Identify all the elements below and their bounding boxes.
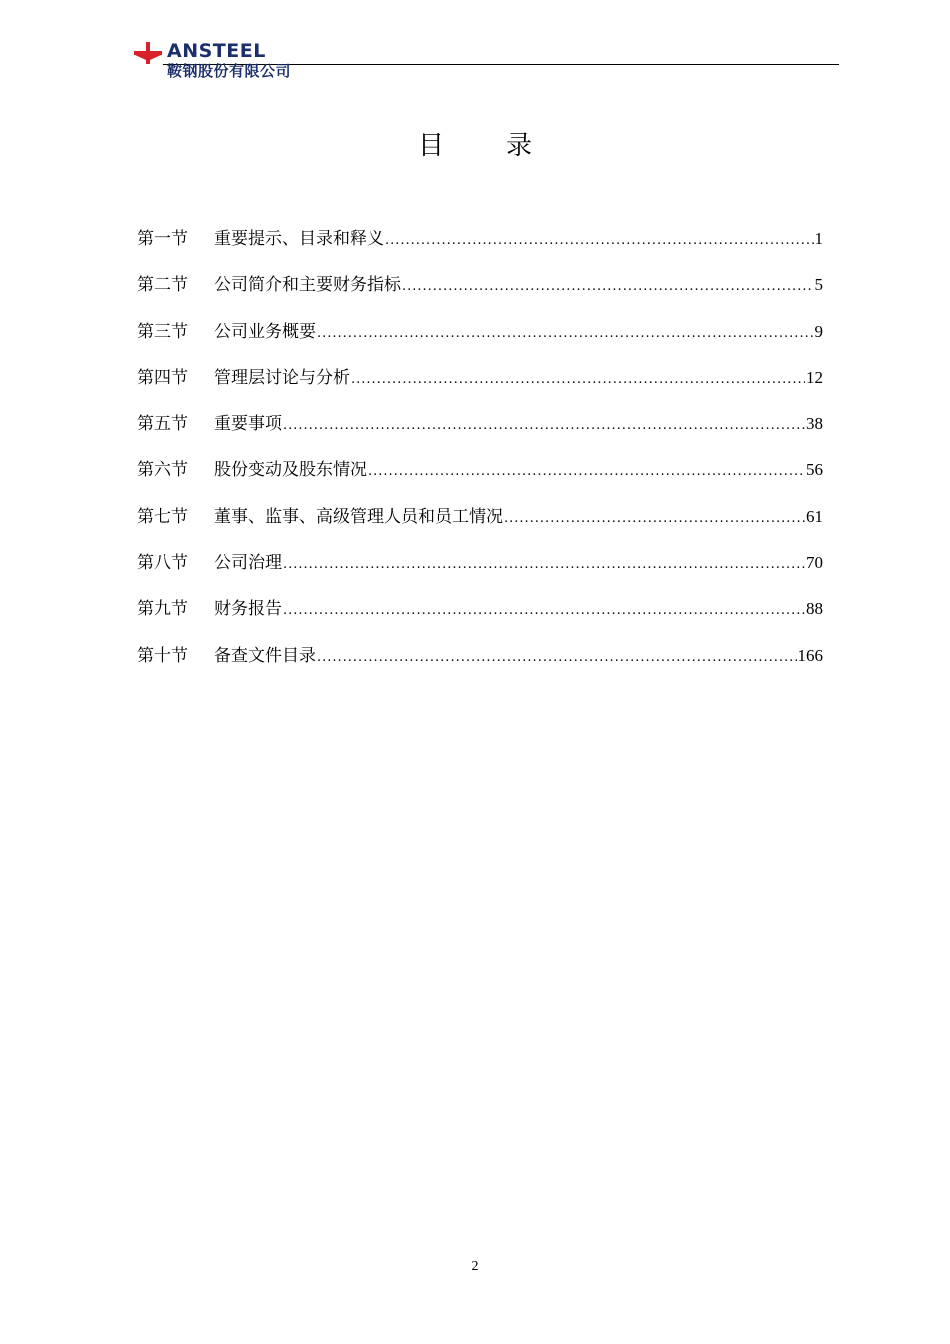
page-number: 2 [471, 1259, 479, 1274]
toc-page-number: 70 [806, 553, 823, 573]
toc-entry[interactable] [137, 410, 823, 456]
toc-dot-leader [317, 320, 814, 348]
toc-page-number: 61 [806, 506, 823, 526]
toc-entry[interactable] [137, 549, 823, 595]
ansteel-logo-icon [133, 42, 163, 64]
toc-dot-leader [385, 227, 814, 255]
toc-section-title: 备查文件目录 [214, 645, 316, 666]
toc-dot-leader [283, 597, 805, 625]
page-header [0, 0, 950, 90]
toc-title-char-2: 录 [506, 131, 533, 161]
toc-section-title: 公司业务概要 [214, 321, 316, 342]
toc-section-number: 第九节 [137, 599, 188, 620]
toc-dot-leader [283, 412, 805, 440]
toc-section-title: 公司简介和主要财务指标 [214, 275, 401, 296]
toc-dot-leader [283, 551, 805, 579]
toc-section-title: 财务报告 [214, 599, 282, 620]
toc-section-number: 第二节 [137, 275, 188, 296]
toc-page-number: 88 [806, 599, 823, 619]
toc-section-number: 第十节 [137, 645, 188, 666]
toc-section-number: 第八节 [137, 553, 188, 574]
toc-section-title: 董事、监事、高级管理人员和员工情况 [214, 506, 503, 527]
toc-section-title: 重要事项 [214, 414, 282, 435]
toc-section-title: 重要提示、目录和释义 [214, 229, 384, 249]
toc-entry[interactable] [137, 318, 823, 364]
toc-dot-leader [317, 644, 797, 672]
logo-english-name: ANSTEEL [167, 40, 266, 62]
toc-entry[interactable] [137, 456, 823, 502]
toc-section-title: 股份变动及股东情况 [214, 460, 367, 481]
toc-page-number: 38 [806, 414, 823, 434]
toc-page-number: 12 [806, 367, 823, 387]
toc-entry[interactable] [137, 271, 823, 317]
toc-dot-leader [402, 273, 814, 301]
toc-section-title: 公司治理 [214, 553, 282, 574]
toc-list [137, 225, 823, 688]
toc-section-number: 第三节 [137, 321, 188, 342]
toc-entry[interactable] [137, 503, 823, 549]
toc-entry[interactable] [137, 642, 823, 688]
toc-section-title: 管理层讨论与分析 [214, 367, 350, 388]
toc-section-number: 第一节 [137, 229, 188, 249]
toc-title [0, 130, 950, 162]
toc-page-number: 1 [814, 229, 823, 248]
toc-page-number: 9 [814, 321, 823, 341]
toc-title-char-1: 目 [417, 131, 444, 161]
toc-dot-leader [351, 366, 805, 394]
toc-entry[interactable] [137, 364, 823, 410]
toc-dot-leader [368, 458, 805, 486]
toc-section-number: 第五节 [137, 414, 188, 435]
toc-page-number: 5 [814, 275, 823, 295]
toc-dot-leader [504, 505, 805, 533]
toc-section-number: 第七节 [137, 506, 188, 527]
toc-page-number: 166 [797, 645, 823, 665]
toc-section-number: 第四节 [137, 367, 188, 388]
logo-chinese-name: 鞍钢股份有限公司 [167, 62, 292, 80]
toc-entry[interactable] [137, 595, 823, 641]
toc-entry[interactable] [137, 225, 823, 271]
toc-page-number: 56 [806, 460, 823, 480]
toc-section-number: 第六节 [137, 460, 188, 481]
